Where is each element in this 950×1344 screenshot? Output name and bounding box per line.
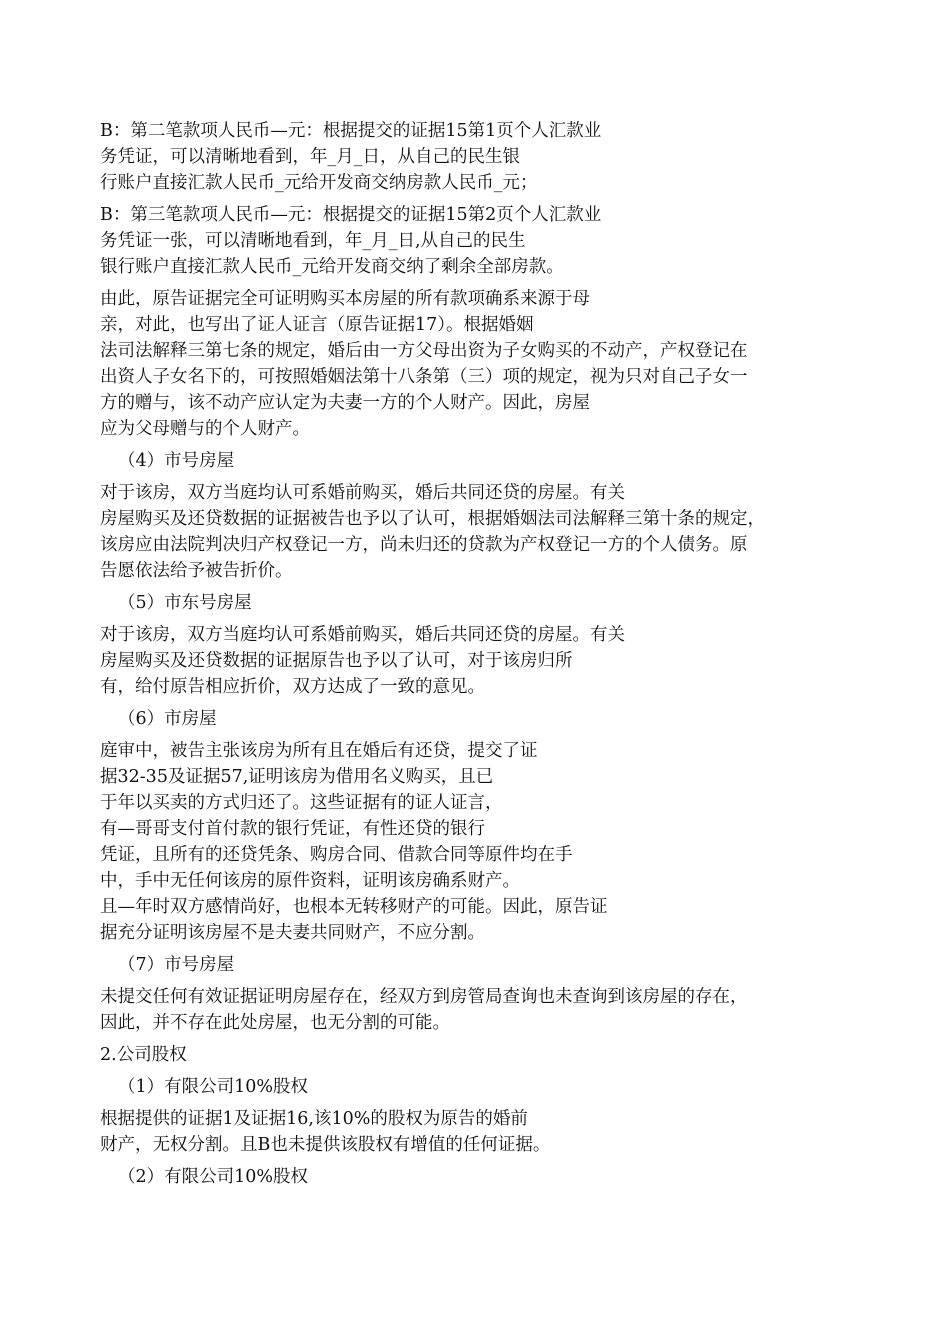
- text-line: 凭证，且所有的还贷凭条、购房合同、借款合同等原件均在手: [100, 845, 573, 865]
- section-heading: （7）市号房屋: [118, 955, 235, 975]
- text-line: 务凭证，可以清晰地看到，年_月_日，从自己的民生银: [100, 147, 520, 167]
- text-line: 对于该房，双方当庭均认可系婚前购买，婚后共同还贷的房屋。有关: [100, 625, 625, 645]
- text-line: 行账户直接汇款人民币_元给开发商交纳房款人民币_元；: [100, 173, 538, 193]
- text-line: B：第二笔款项人民币—元：根据提交的证据15第1页个人汇款业: [100, 121, 602, 141]
- text-line: 庭审中，被告主张该房为所有且在婚后有还贷，提交了证: [100, 741, 538, 761]
- text-line: 房屋购买及还贷数据的证据被告也予以了认可，根据婚姻法司法解释三第十条的规定，: [100, 509, 765, 529]
- text-line: 亲，对此，也写出了证人证言（原告证据17）。根据婚姻: [100, 315, 534, 335]
- text-line: B：第三笔款项人民币—元：根据提交的证据15第2页个人汇款业: [100, 205, 602, 225]
- text-line: 有，给付原告相应折价，双方达成了一致的意见。: [100, 677, 485, 697]
- text-line: 房屋购买及还贷数据的证据原告也予以了认可，对于该房归所: [100, 651, 573, 671]
- text-line: 财产，无权分割。且B也未提供该股权有增值的任何证据。: [100, 1135, 551, 1155]
- text-line: 因此，并不存在此处房屋，也无分割的可能。: [100, 1013, 450, 1033]
- document-body: [100, 118, 870, 1190]
- section-heading: （2）有限公司10%股权: [118, 1167, 309, 1187]
- text-line: 法司法解释三第七条的规定，婚后由一方父母出资为子女购买的不动产，产权登记在: [100, 341, 748, 361]
- text-line: 未提交任何有效证据证明房屋存在，经双方到房管局查询也未查询到该房屋的存在，: [100, 987, 748, 1007]
- text-line: 据32-35及证据57,证明该房为借用名义购买，且已: [100, 767, 494, 787]
- text-line: 出资人子女名下的，可按照婚姻法第十八条第（三）项的规定，视为只对自己子女一: [100, 367, 748, 387]
- text-line: 告愿依法给予被告折价。: [100, 561, 293, 581]
- text-line: 应为父母赠与的个人财产。: [100, 419, 310, 439]
- section-heading: （6）市房屋: [118, 709, 217, 729]
- text-line: 于年以买卖的方式归还了。这些证据有的证人证言，: [100, 793, 503, 813]
- text-line: 方的赠与，该不动产应认定为夫妻一方的个人财产。因此，房屋: [100, 393, 590, 413]
- text-line: 且—年时双方感情尚好，也根本无转移财产的可能。因此，原告证: [100, 897, 608, 917]
- text-line: 银行账户直接汇款人民币_元给开发商交纳了剩余全部房款。: [100, 257, 564, 277]
- section-heading: （5）市东号房屋: [118, 593, 252, 613]
- text-line: 有—哥哥支付首付款的银行凭证，有性还贷的银行: [100, 819, 485, 839]
- section-heading: （1）有限公司10%股权: [118, 1077, 309, 1097]
- section-heading: （4）市号房屋: [118, 451, 235, 471]
- text-line: 由此，原告证据完全可证明购买本房屋的所有款项确系来源于母: [100, 289, 590, 309]
- text-line: 根据提供的证据1及证据16,该10%的股权为原告的婚前: [100, 1109, 528, 1129]
- text-line: 该房应由法院判决归产权登记一方，尚未归还的贷款为产权登记一方的个人债务。原: [100, 535, 748, 555]
- text-line: 对于该房，双方当庭均认可系婚前购买，婚后共同还贷的房屋。有关: [100, 483, 625, 503]
- text-line: 务凭证一张，可以清晰地看到，年_月_日,从自己的民生: [100, 231, 526, 251]
- text-line: 据充分证明该房屋不是夫妻共同财产，不应分割。: [100, 923, 485, 943]
- text-line: 中，手中无任何该房的原件资料，证明该房确系财产。: [100, 871, 520, 891]
- section-heading: 2.公司股权: [100, 1045, 187, 1065]
